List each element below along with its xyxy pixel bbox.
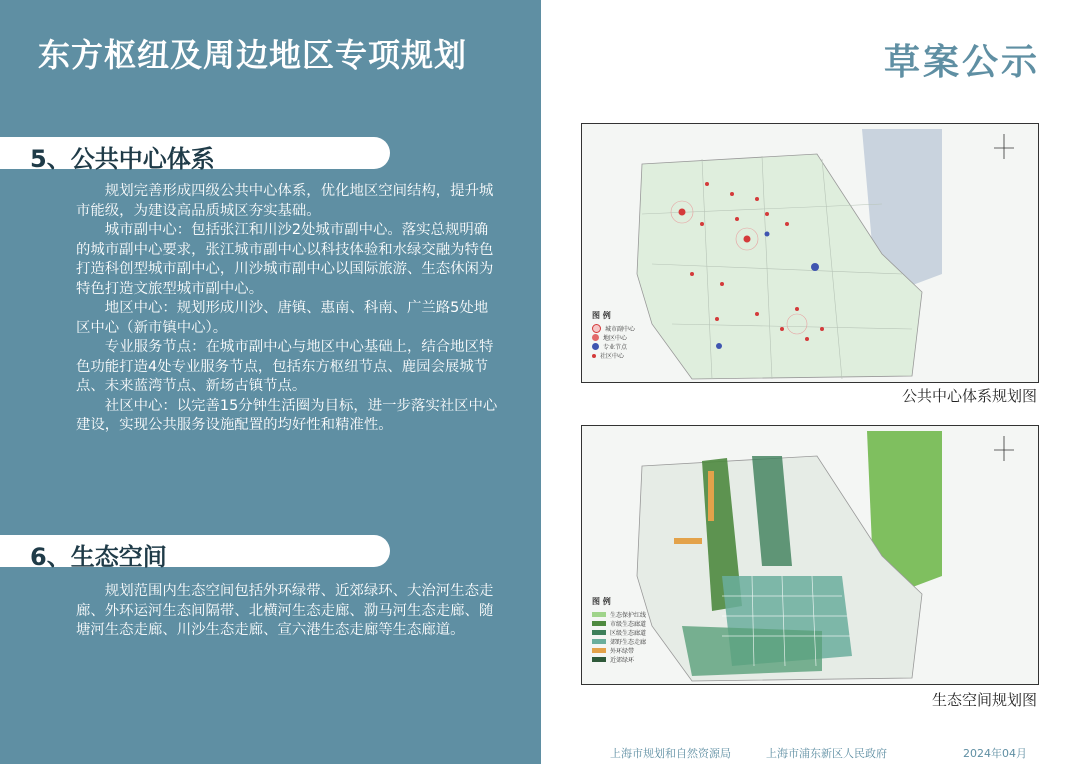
legend-label: 郊野生态走廊 [610, 639, 647, 646]
section-5-header [0, 137, 390, 173]
community-center-swatch [592, 354, 596, 358]
legend-label: 区级生态廊道 [610, 630, 647, 637]
footer-date: 2024年04月 [963, 747, 1027, 760]
section-6-paragraph: 规划范围内生态空间包括外环绿带、近郊绿环、大治河生态走廊、外环运河生态间隔带、北横河生态走廊、泐马河生态走廊、随塘河生态走廊、川沙生态走廊、宣六港生态走廊等生态廊道。 [76, 583, 494, 638]
map1-legend [592, 310, 672, 360]
section-5-paragraph: 规划完善形成四级公共中心体系，优化地区空间结构，提升城市能级，为建设高品质城区夯实基础。 [76, 183, 494, 219]
node-swatch [592, 343, 599, 350]
section-5-paragraph: 专业服务节点：在城市副中心与地区中心基础上，结合地区特色功能打造4处专业服务节点，包括东方枢纽节点、鹿园会展城节点、未来蓝湾节点、新场古镇节点。 [76, 339, 494, 394]
eco-space-map [581, 425, 1039, 685]
legend-label: 市级生态廊道 [610, 621, 647, 628]
legend-label: 近郊绿环 [610, 657, 635, 664]
section-6-header [0, 535, 390, 571]
legend-item [592, 619, 672, 628]
legend-item [592, 333, 672, 342]
city-corridor-swatch [592, 621, 606, 626]
footer-org-1: 上海市规划和自然资源局 [610, 747, 731, 760]
section-5-title: 5、公共中心体系 [30, 145, 215, 173]
city-center-swatch [592, 324, 601, 333]
district-corridor-swatch [592, 630, 606, 635]
legend-label: 外环绿带 [610, 648, 635, 655]
legend-item [592, 637, 672, 646]
legend-item [592, 351, 672, 360]
eco-red-line-swatch [592, 612, 606, 617]
map2-legend-title: 图 例 [592, 597, 611, 606]
legend-label: 专业节点 [603, 344, 628, 351]
district-center-swatch [592, 334, 599, 341]
draft-stamp: 草案公示 [883, 42, 1040, 83]
legend-label: 地区中心 [603, 335, 628, 342]
page-title: 东方枢纽及周边地区专项规划 [38, 36, 468, 74]
section-5-paragraph: 城市副中心：包括张江和川沙2处城市副中心。落实总规明确的城市副中心要求，张江城市副中心以科技体验和水绿交融为特色打造科创型城市副中心，川沙城市副中心以国际旅游、生态休闲为特色打造文旅型城市副中心。 [76, 222, 494, 297]
legend-label: 社区中心 [600, 353, 625, 360]
legend-item [592, 655, 672, 664]
section-6-title: 6、生态空间 [30, 543, 167, 571]
legend-item [592, 342, 672, 351]
map2-caption: 生态空间规划图 [931, 691, 1037, 709]
legend-item [592, 628, 672, 637]
legend-label: 城市副中心 [605, 326, 636, 333]
map1-caption: 公共中心体系规划图 [901, 387, 1037, 405]
map1-legend-title: 图 例 [592, 311, 611, 320]
legend-label: 生态保护红线 [610, 612, 647, 619]
section-5-paragraph: 地区中心：规划形成川沙、唐镇、惠南、科南、广兰路5处地区中心（新市镇中心）。 [76, 300, 489, 336]
legend-item [592, 324, 672, 333]
outer-ring-swatch [592, 648, 606, 653]
legend-item [592, 610, 672, 619]
public-center-map [581, 123, 1039, 383]
near-suburban-ring-swatch [592, 657, 606, 662]
suburban-corridor-swatch [592, 639, 606, 644]
section-5-paragraph: 社区中心：以完善15分钟生活圈为目标，进一步落实社区中心建设，实现公共服务设施配置的均好性和精准性。 [76, 397, 498, 433]
section-6-body [76, 582, 500, 641]
section-5-body [76, 182, 500, 436]
footer-org-2: 上海市浦东新区人民政府 [766, 747, 887, 760]
legend-item [592, 646, 672, 655]
map2-legend [592, 596, 672, 664]
